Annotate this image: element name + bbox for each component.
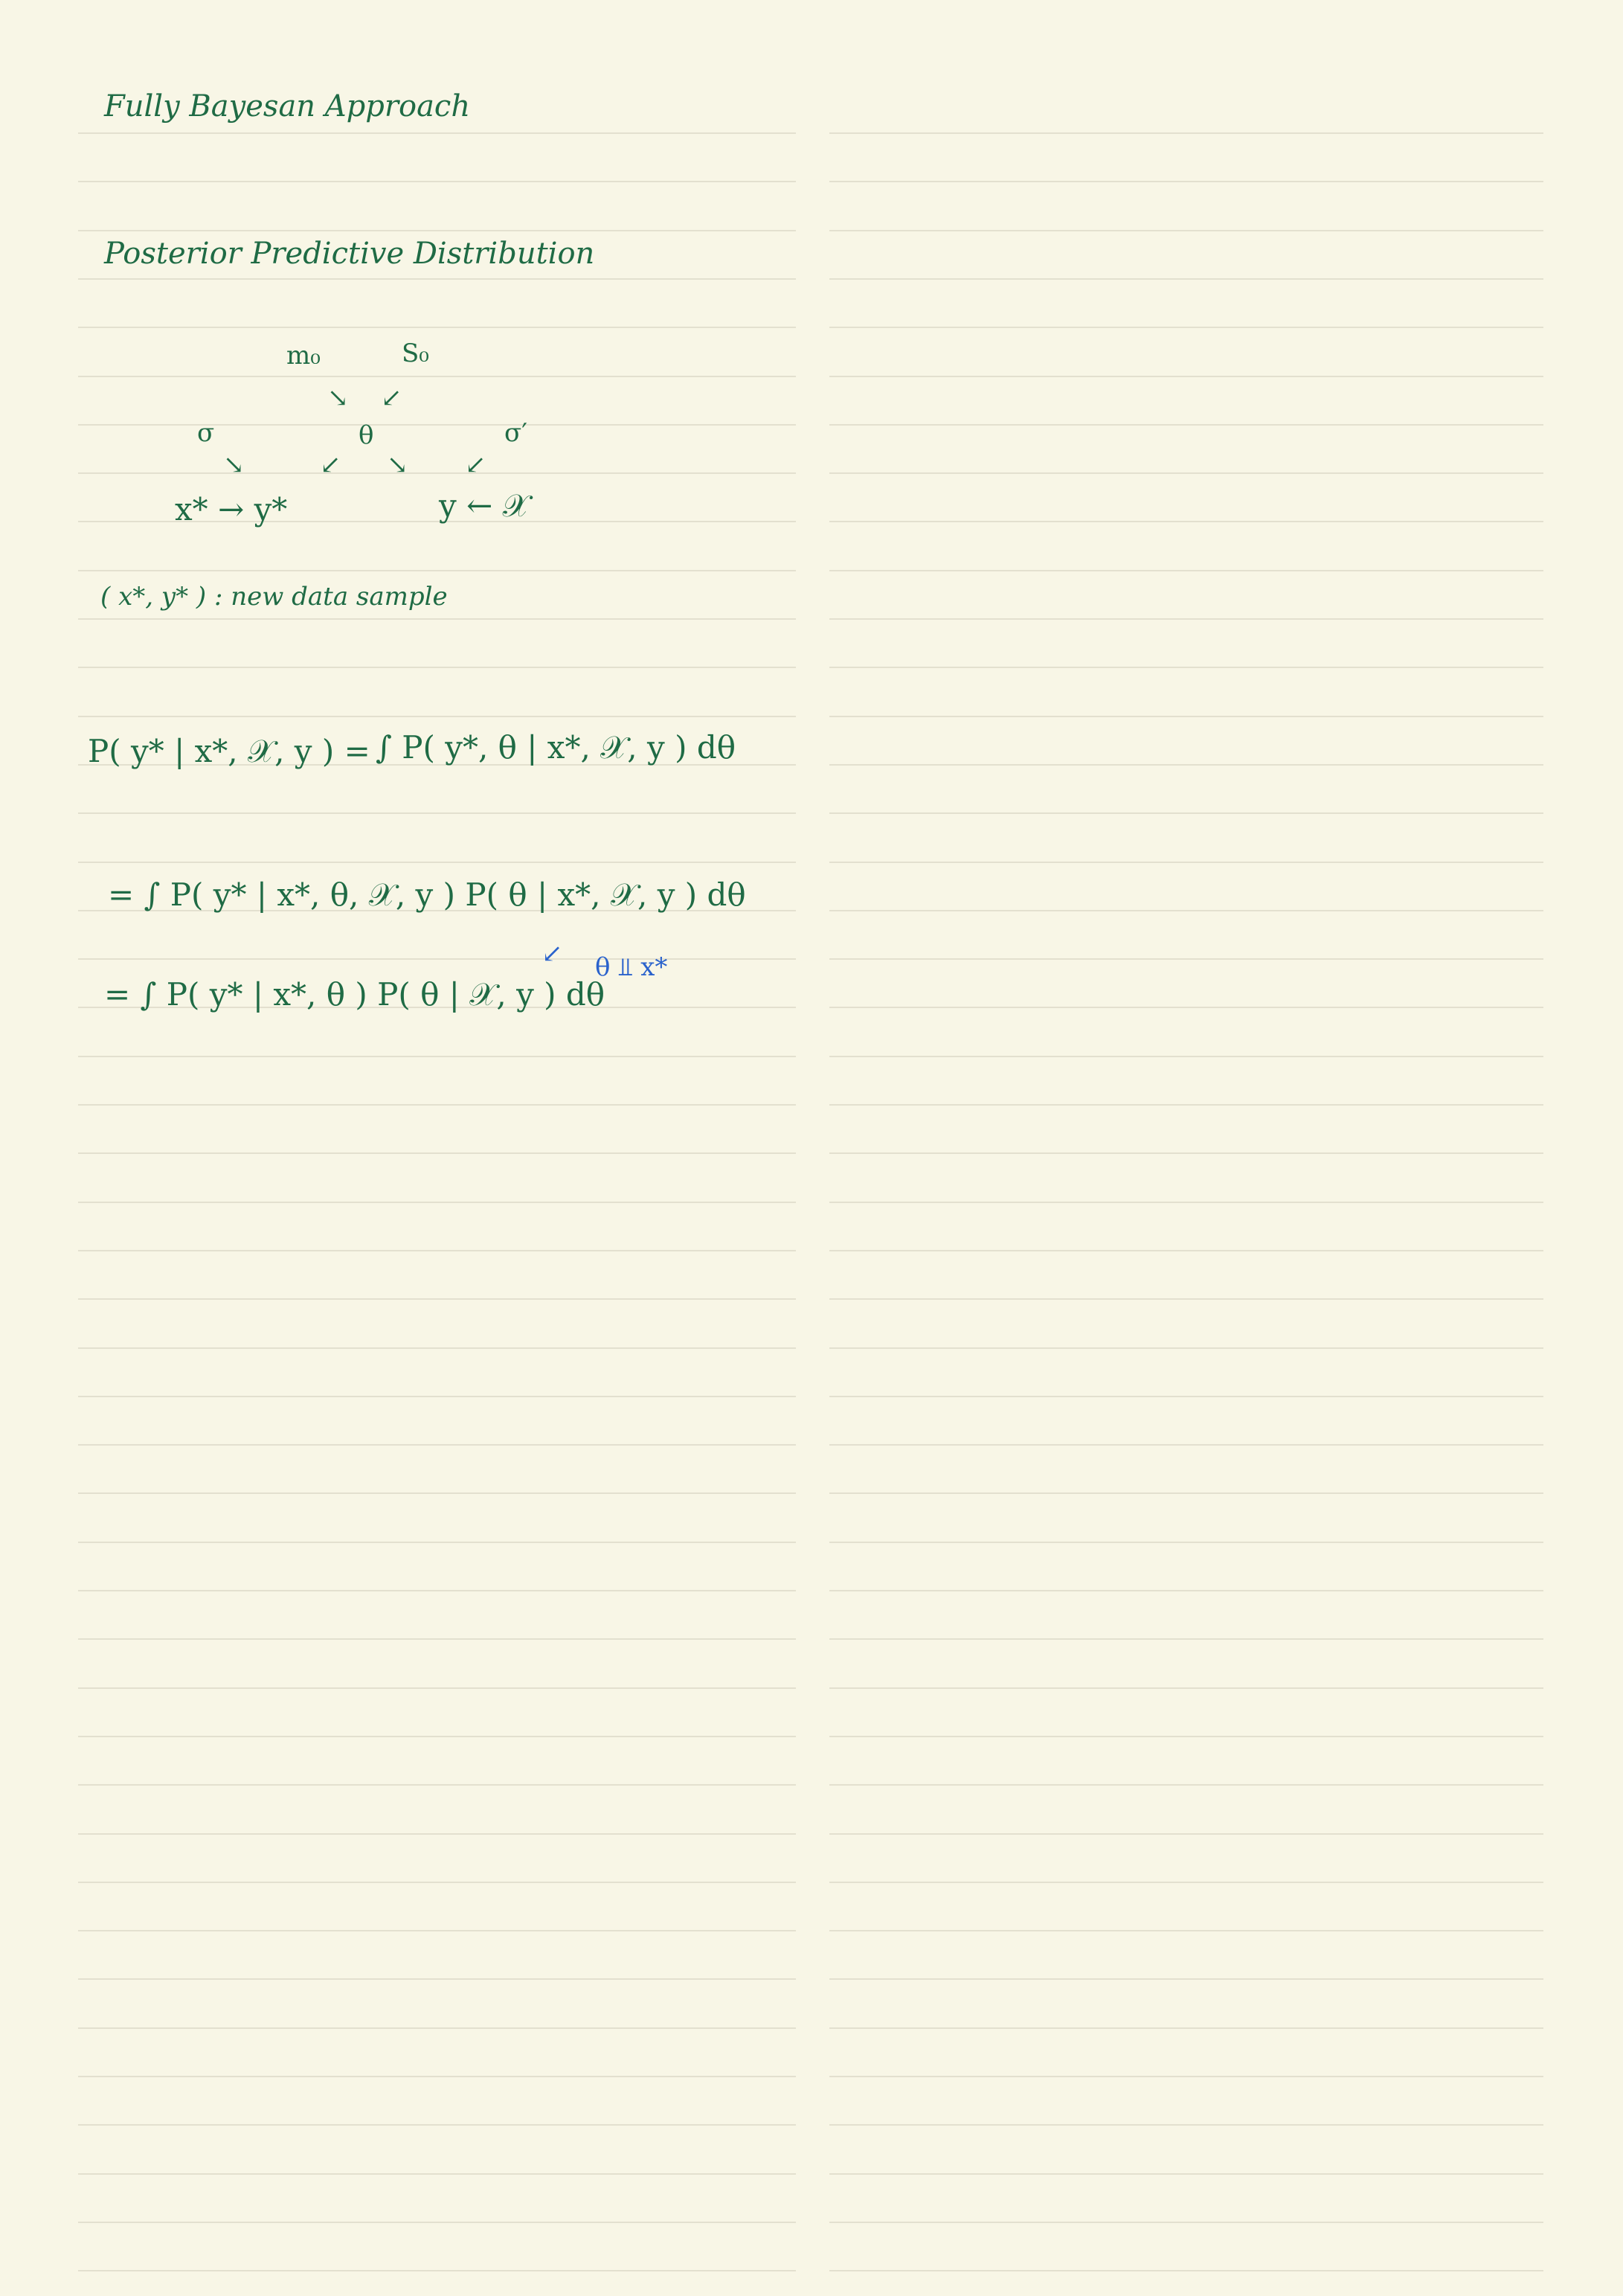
ruled-line (829, 181, 1543, 182)
ruled-line (829, 1396, 1543, 1397)
ruled-line (829, 1590, 1543, 1591)
ruled-line (78, 1978, 796, 1980)
ruled-line (829, 1930, 1543, 1931)
sample-note: ( x*, y* ) : new data sample (100, 582, 448, 612)
graph-sigma-prime: σ′ (504, 418, 527, 448)
graph-theta: θ (359, 420, 374, 450)
ruled-line (829, 1542, 1543, 1543)
ruled-line (78, 2027, 796, 2029)
equation: ∫ P( y*, θ | x*, 𝒳, y ) dθ (376, 729, 736, 766)
ruled-line (829, 1833, 1543, 1835)
ruled-line (78, 812, 796, 814)
ruled-line (78, 1444, 796, 1446)
ruled-line (829, 2222, 1543, 2223)
ruled-line (829, 910, 1543, 911)
ruled-line (78, 424, 796, 426)
ruled-line (829, 327, 1543, 328)
equation: = ∫ P( y* | x*, θ ) P( θ | 𝒳, y ) dθ (104, 976, 605, 1013)
ruled-line (78, 1930, 796, 1931)
ruled-line (829, 570, 1543, 571)
ruled-line (78, 667, 796, 668)
graph-arrow: ↙ (465, 450, 486, 480)
ruled-line (829, 278, 1543, 280)
ruled-line (829, 132, 1543, 134)
ruled-line (78, 1056, 796, 1057)
page-title: Fully Bayesan Approach (104, 89, 471, 124)
ruled-line (78, 2124, 796, 2126)
annotation-arrow: ↙ (541, 939, 563, 969)
ruled-line (78, 230, 796, 231)
ruled-line (829, 667, 1543, 668)
graph-y-X: y ← 𝒳 (439, 487, 530, 524)
graph-arrow: ↙ (320, 450, 341, 480)
ruled-line (78, 2222, 796, 2223)
graph-arrow: ↘ (223, 450, 245, 480)
ruled-line (78, 1152, 796, 1154)
ruled-line (78, 1833, 796, 1835)
ruled-line (78, 1542, 796, 1543)
ruled-line (78, 618, 796, 620)
ruled-line (829, 1444, 1543, 1446)
ruled-line (829, 618, 1543, 620)
ruled-line (78, 1638, 796, 1640)
ruled-line (829, 230, 1543, 231)
graph-s0: S₀ (402, 339, 429, 368)
ruled-line (78, 2173, 796, 2175)
annotation: θ ⫫ x* (595, 952, 668, 982)
ruled-line (829, 764, 1543, 766)
ruled-line (829, 812, 1543, 814)
ruled-line (78, 958, 796, 960)
ruled-line (78, 376, 796, 377)
equation: = ∫ P( y* | x*, θ, 𝒳, y ) P( θ | x*, 𝒳, y ) dθ (108, 876, 746, 913)
ruled-line (829, 716, 1543, 717)
graph-arrow: ↘ (327, 383, 349, 413)
ruled-line (78, 181, 796, 182)
ruled-line (829, 1250, 1543, 1251)
graph-sigma: σ (197, 418, 215, 448)
ruled-line (829, 1056, 1543, 1057)
ruled-line (78, 1202, 796, 1203)
equation: P( y* | x*, 𝒳, y ) = (88, 733, 370, 769)
ruled-line (829, 2076, 1543, 2077)
ruled-line (78, 1687, 796, 1689)
ruled-line (829, 1492, 1543, 1494)
graph-m0: m₀ (286, 341, 321, 371)
ruled-line (78, 278, 796, 280)
graph-arrow: ↙ (381, 383, 402, 413)
ruled-line (78, 472, 796, 474)
ruled-line (78, 2270, 796, 2271)
ruled-line (829, 2124, 1543, 2126)
ruled-line (829, 1687, 1543, 1689)
ruled-line (78, 2076, 796, 2077)
ruled-line (829, 1104, 1543, 1106)
ruled-line (78, 570, 796, 571)
ruled-line (829, 424, 1543, 426)
ruled-line (829, 1638, 1543, 1640)
ruled-line (829, 1152, 1543, 1154)
ruled-line (829, 958, 1543, 960)
ruled-line (78, 327, 796, 328)
ruled-line (829, 1347, 1543, 1349)
ruled-line (78, 1784, 796, 1786)
ruled-line (829, 1202, 1543, 1203)
ruled-line (78, 716, 796, 717)
ruled-line (78, 862, 796, 863)
ruled-line (829, 1736, 1543, 1737)
ruled-line (78, 1396, 796, 1397)
ruled-line (829, 472, 1543, 474)
ruled-line (78, 1492, 796, 1494)
ruled-line (829, 2173, 1543, 2175)
ruled-line (78, 132, 796, 134)
ruled-line (78, 1882, 796, 1883)
section-heading: Posterior Predictive Distribution (104, 237, 595, 271)
ruled-line (829, 376, 1543, 377)
ruled-line (78, 1590, 796, 1591)
ruled-line (829, 1882, 1543, 1883)
ruled-line (829, 521, 1543, 522)
ruled-line (78, 1104, 796, 1106)
ruled-line (78, 1736, 796, 1737)
ruled-line (829, 1784, 1543, 1786)
ruled-line (829, 862, 1543, 863)
ruled-line (829, 1007, 1543, 1008)
ruled-line (829, 1978, 1543, 1980)
graph-xstar-ystar: x* → y* (175, 491, 288, 527)
ruled-line (78, 1250, 796, 1251)
ruled-line (829, 1298, 1543, 1300)
graph-arrow: ↘ (387, 450, 408, 480)
ruled-line (829, 2270, 1543, 2271)
ruled-line (78, 1298, 796, 1300)
ruled-line (829, 2027, 1543, 2029)
ruled-line (78, 1347, 796, 1349)
